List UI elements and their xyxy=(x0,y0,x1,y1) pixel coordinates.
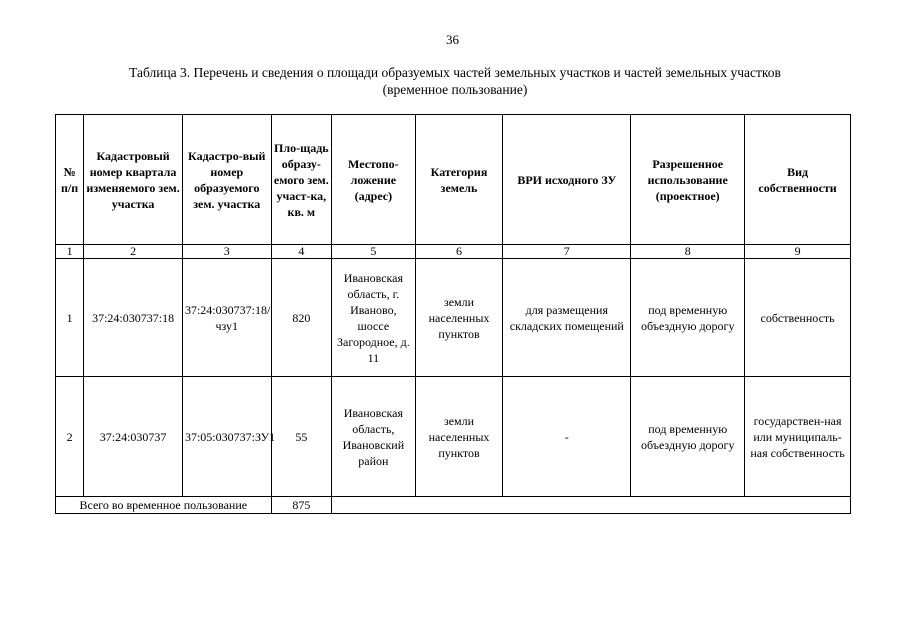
header-use: Разрешенное использование (проектное) xyxy=(631,115,745,245)
cell-address: Ивановская область, г. Иваново, шоссе Загородное, д. 11 xyxy=(332,259,416,377)
table-row xyxy=(56,377,851,497)
header-kvartal: Кадастровый номер квартала изменяемого зем. участка xyxy=(84,115,183,245)
total-label: Всего во временное пользование xyxy=(56,497,272,514)
total-row xyxy=(56,497,851,514)
cell-vri: для размещения складских помещений xyxy=(503,259,631,377)
cell-vri: - xyxy=(503,377,631,497)
header-vri: ВРИ исходного ЗУ xyxy=(503,115,631,245)
header-address: Местопо-ложение (адрес) xyxy=(332,115,416,245)
header-num: № п/п xyxy=(56,115,84,245)
header-kad-nomer: Кадастро-вый номер образуемого зем. участка xyxy=(182,115,271,245)
column-number: 6 xyxy=(415,245,503,259)
cell-kvartal: 37:24:030737:18 xyxy=(84,259,183,377)
column-number: 2 xyxy=(84,245,183,259)
table-caption xyxy=(60,64,850,98)
total-value: 875 xyxy=(271,497,331,514)
cell-area: 820 xyxy=(271,259,331,377)
cell-num: 2 xyxy=(56,377,84,497)
column-number: 3 xyxy=(182,245,271,259)
cell-category: земли населенных пунктов xyxy=(415,377,503,497)
column-number-row xyxy=(56,245,851,259)
header-ownership: Вид собственности xyxy=(745,115,851,245)
cell-kvartal: 37:24:030737 xyxy=(84,377,183,497)
column-number: 5 xyxy=(332,245,416,259)
column-number: 1 xyxy=(56,245,84,259)
cell-kad-nomer: 37:05:030737:ЗУ1 xyxy=(182,377,271,497)
column-number: 8 xyxy=(631,245,745,259)
column-number: 4 xyxy=(271,245,331,259)
cell-ownership: собственность xyxy=(745,259,851,377)
caption-line-1: Таблица 3. Перечень и сведения о площади образуемых частей земельных участков и частей земельных участков xyxy=(129,65,781,80)
cell-kad-nomer: 37:24:030737:18/чзу1 xyxy=(182,259,271,377)
page-number: 36 xyxy=(446,32,459,47)
cell-category: земли населенных пунктов xyxy=(415,259,503,377)
cell-ownership: государствен-ная или муниципаль-ная собственность xyxy=(745,377,851,497)
cell-use: под временную объездную дорогу xyxy=(631,377,745,497)
header-area: Пло-щадь образу-емого зем. участ-ка, кв. м xyxy=(271,115,331,245)
cell-area: 55 xyxy=(271,377,331,497)
cell-use: под временную объездную дорогу xyxy=(631,259,745,377)
column-number: 9 xyxy=(745,245,851,259)
header-row xyxy=(56,115,851,245)
land-plots-table xyxy=(55,114,851,514)
caption-line-2: (временное пользование) xyxy=(382,82,528,97)
column-number: 7 xyxy=(503,245,631,259)
cell-address: Ивановская область, Ивановский район xyxy=(332,377,416,497)
total-empty xyxy=(332,497,851,514)
table-row xyxy=(56,259,851,377)
cell-num: 1 xyxy=(56,259,84,377)
header-category: Категория земель xyxy=(415,115,503,245)
